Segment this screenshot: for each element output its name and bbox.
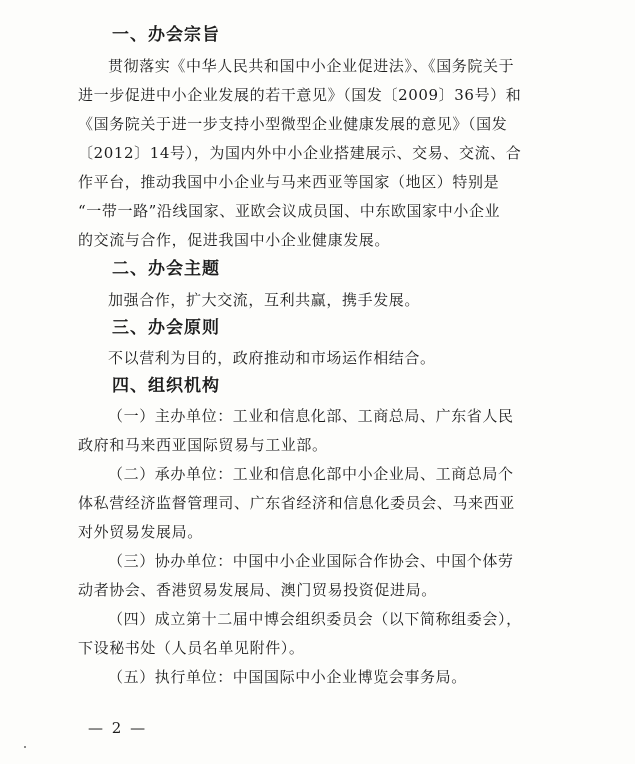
heading-principle: 三、办会原则: [112, 318, 220, 338]
org-executor-line-1: （五）执行单位：中国国际中小企业博览会事务局。: [108, 668, 467, 686]
purpose-line-4: 〔2012〕14号），为国内外中小企业搭建展示、交易、交流、合: [78, 144, 522, 162]
purpose-line-1: 贯彻落实《中华人民共和国中小企业促进法》、《国务院关于: [108, 57, 515, 75]
page-number: — 2 —: [88, 719, 148, 737]
purpose-line-6: “一带一路”沿线国家、亚欧会议成员国、中东欧国家中小企业: [78, 202, 501, 220]
principle-line-1: 不以营利为目的，政府推动和市场运作相结合。: [108, 349, 436, 367]
org-coorganizer-line-1: （三）协办单位：中国中小企业国际合作协会、中国个体劳: [108, 552, 514, 570]
org-committee-line-2: 下设秘书处（人员名单见附件）。: [78, 639, 305, 657]
heading-organization: 四、组织机构: [112, 376, 220, 396]
purpose-line-2: 进一步促进中小企业发展的若干意见》（国发〔2009〕36号）和: [78, 86, 522, 104]
purpose-line-5: 作平台，推动我国中小企业与马来西亚等国家（地区）特别是: [78, 173, 500, 191]
org-coorganizer-line-2: 动者协会、香港贸易发展局、澳门贸易投资促进局。: [78, 581, 437, 599]
org-host-line-1: （一）主办单位：工业和信息化部、工商总局、广东省人民: [108, 407, 514, 425]
purpose-line-3: 《国务院关于进一步支持小型微型企业健康发展的意见》（国发: [78, 115, 508, 133]
org-committee-line-1: （四）成立第十二届中博会组织委员会（以下简称组委会），: [108, 610, 522, 628]
heading-purpose: 一、办会宗旨: [112, 25, 220, 45]
purpose-line-7: 的交流与合作，促进我国中小企业健康发展。: [78, 231, 391, 249]
heading-theme: 二、办会主题: [112, 259, 220, 279]
org-organizer-line-2: 体私营经济监督管理司、广东省经济和信息化委员会、马来西亚: [78, 494, 515, 512]
org-organizer-line-1: （二）承办单位：工业和信息化部中小企业局、工商总局个: [108, 465, 514, 483]
theme-line-1: 加强合作，扩大交流，互利共赢，携手发展。: [108, 291, 421, 309]
org-host-line-2: 政府和马来西亚国际贸易与工业部。: [78, 436, 328, 454]
org-organizer-line-3: 对外贸易发展局。: [78, 523, 203, 541]
scan-speck: [24, 746, 26, 748]
